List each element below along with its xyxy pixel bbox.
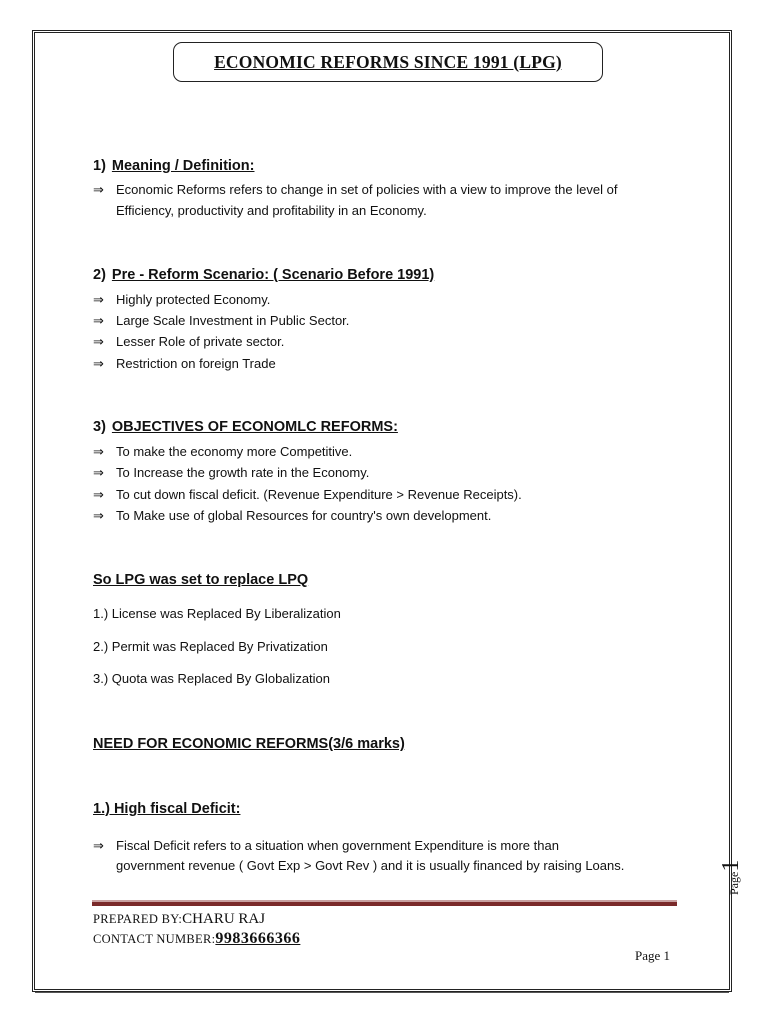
list-item bbox=[93, 289, 270, 311]
list-item bbox=[93, 331, 284, 353]
fiscal-deficit-line bbox=[93, 835, 559, 857]
lpg-heading bbox=[93, 572, 308, 588]
contact-number bbox=[93, 930, 300, 948]
need-title: NEED FOR ECONOMIC REFORMS(3/6 marks) bbox=[93, 736, 405, 752]
list-item-text: Highly protected Economy. bbox=[116, 292, 271, 307]
section-1-number: 1) bbox=[93, 158, 106, 174]
side-page-word: Page bbox=[727, 871, 741, 895]
arrow-icon: ⇒ bbox=[93, 466, 104, 481]
list-item bbox=[93, 310, 349, 332]
side-page-digit: 1 bbox=[718, 859, 744, 872]
section-3-number: 3) bbox=[93, 419, 106, 435]
section-3-title: OBJECTIVES OF ECONOMLC REFORMS: bbox=[111, 419, 398, 435]
prepared-by bbox=[93, 910, 265, 928]
section-2-title: Pre - Reform Scenario: ( Scenario Before 1991) bbox=[111, 267, 435, 283]
section-3-heading bbox=[93, 419, 398, 435]
list-item-text: Large Scale Investment in Public Sector. bbox=[116, 313, 350, 328]
arrow-icon: ⇒ bbox=[93, 357, 104, 372]
lpg-item-liberalization: 1.) License was Replaced By Liberalization bbox=[93, 606, 341, 621]
arrow-icon: ⇒ bbox=[93, 509, 104, 524]
section-1-title: Meaning / Definition: bbox=[111, 158, 255, 174]
list-item bbox=[93, 484, 522, 506]
list-item bbox=[93, 353, 276, 375]
arrow-icon: ⇒ bbox=[93, 488, 104, 503]
list-item-text: Lesser Role of private sector. bbox=[116, 334, 285, 349]
list-item-text: To Increase the growth rate in the Economy. bbox=[116, 465, 370, 480]
arrow-icon: ⇒ bbox=[93, 314, 104, 329]
fiscal-deficit-text-2: government revenue ( Govt Exp > Govt Rev ) and it is usually financed by raising Loans. bbox=[116, 858, 625, 873]
lpg-item-globalization: 3.) Quota was Replaced By Globalization bbox=[93, 671, 331, 686]
page-footer-number: Page 1 bbox=[635, 948, 671, 963]
contact-number-value: 9983666366 bbox=[215, 930, 301, 947]
arrow-icon: ⇒ bbox=[93, 293, 104, 308]
definition-text-1: Economic Reforms refers to change in set of policies with a view to improve the level of bbox=[116, 182, 618, 197]
prepared-by-value: CHARU RAJ bbox=[182, 911, 266, 927]
list-item-text: To Make use of global Resources for country's own development. bbox=[116, 508, 492, 523]
fiscal-deficit-heading bbox=[93, 801, 240, 817]
page-title: ECONOMIC REFORMS SINCE 1991 (LPG) bbox=[214, 51, 562, 72]
section-2-heading bbox=[93, 267, 434, 283]
list-item bbox=[93, 505, 491, 527]
fiscal-deficit-title: 1.) High fiscal Deficit: bbox=[93, 801, 241, 817]
arrow-icon: ⇒ bbox=[93, 183, 104, 198]
list-item-text: To cut down fiscal deficit. (Revenue Expenditure > Revenue Receipts). bbox=[116, 487, 522, 502]
definition-text-2: Efficiency, productivity and profitability in an Economy. bbox=[116, 203, 427, 218]
arrow-icon: ⇒ bbox=[93, 445, 104, 460]
arrow-icon: ⇒ bbox=[93, 839, 104, 854]
side-page-number bbox=[718, 860, 745, 895]
list-item bbox=[93, 462, 369, 484]
contact-number-label: CONTACT NUMBER: bbox=[93, 932, 216, 946]
prepared-by-label: PREPARED BY: bbox=[93, 912, 183, 926]
list-item-text: Restriction on foreign Trade bbox=[116, 356, 276, 371]
list-item-text: To make the economy more Competitive. bbox=[116, 444, 353, 459]
footer-rule bbox=[92, 902, 677, 906]
list-item bbox=[93, 441, 352, 463]
arrow-icon: ⇒ bbox=[93, 335, 104, 350]
section-2-number: 2) bbox=[93, 267, 106, 283]
need-heading bbox=[93, 736, 405, 752]
title-box bbox=[173, 42, 603, 82]
section-1-heading bbox=[93, 158, 254, 174]
lpg-title: So LPG was set to replace LPQ bbox=[93, 572, 309, 588]
fiscal-deficit-text-1: Fiscal Deficit refers to a situation when government Expenditure is more than bbox=[116, 838, 559, 853]
lpg-item-privatization: 2.) Permit was Replaced By Privatization bbox=[93, 639, 328, 654]
definition-line bbox=[93, 179, 617, 201]
